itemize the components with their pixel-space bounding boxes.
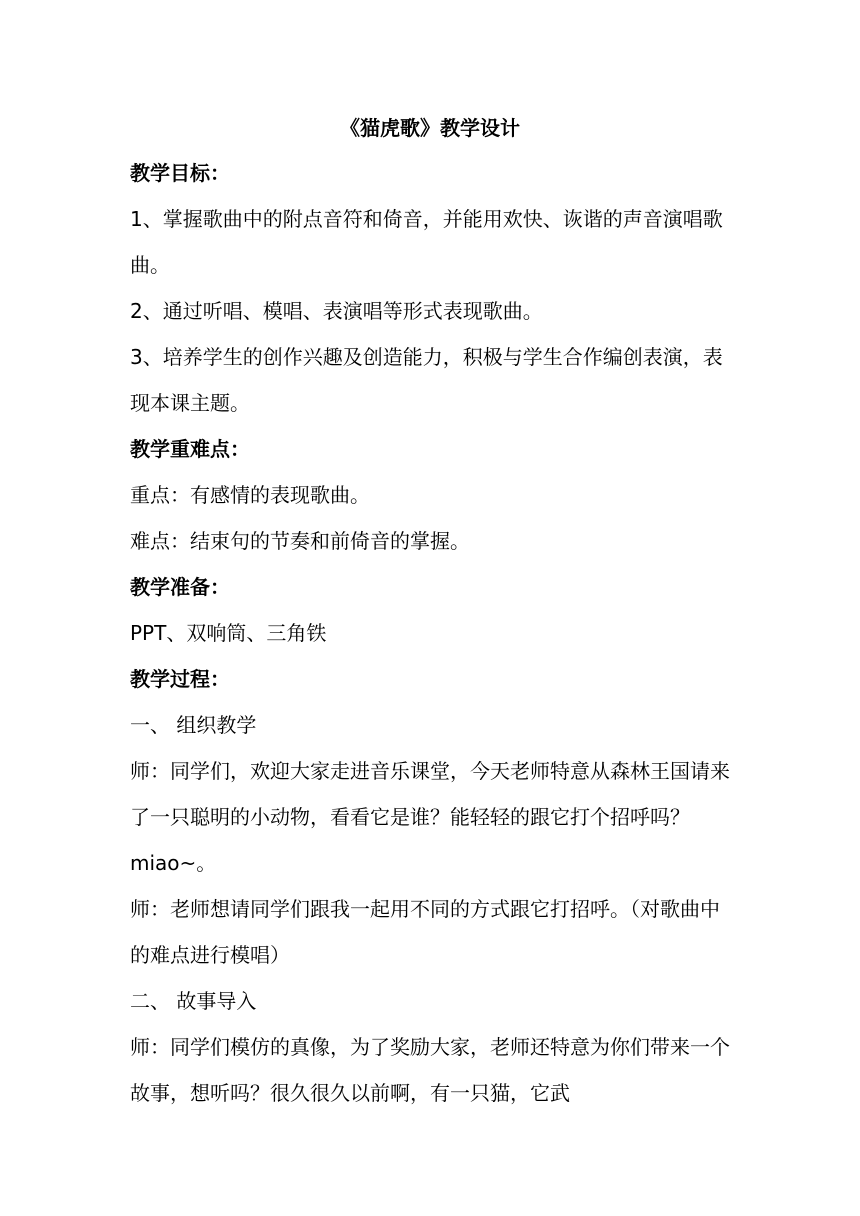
preparation-items: PPT、双响筒、三角铁: [130, 621, 327, 645]
preparation-heading: 教学准备：: [130, 575, 230, 599]
document-body: [130, 150, 730, 1116]
objective-item-1: 1、掌握歌曲中的附点音符和倚音，并能用欢快、诙谐的声音演唱歌曲。: [130, 207, 723, 277]
section-2-title: 二、 故事导入: [130, 989, 257, 1013]
section-1-paragraph-1: 师：同学们，欢迎大家走进音乐课堂，今天老师特意从森林王国请来了一只聪明的小动物，看看它是谁？能轻轻的跟它打个招呼吗？miao~。: [130, 759, 730, 875]
section-1-paragraph-2: 师：老师想请同学们跟我一起用不同的方式跟它打招呼。（对歌曲中的难点进行模唱）: [130, 897, 720, 967]
key-point-difficulty: 难点：结束句的节奏和前倚音的掌握。: [130, 529, 470, 553]
process-heading: 教学过程：: [130, 667, 230, 691]
objectives-heading: 教学目标：: [130, 161, 230, 185]
key-points-heading: 教学重难点：: [130, 437, 250, 461]
objective-item-3: 3、培养学生的创作兴趣及创造能力，积极与学生合作编创表演，表现本课主题。: [130, 345, 723, 415]
section-2-paragraph-1: 师：同学们模仿的真像，为了奖励大家，老师还特意为你们带来一个故事，想听吗？很久很久以前啊，有一只猫，它武: [130, 1035, 730, 1105]
section-1-title: 一、 组织教学: [130, 713, 257, 737]
document-title: 《猫虎歌》教学设计: [340, 116, 520, 140]
key-point-focus: 重点：有感情的表现歌曲。: [130, 483, 370, 507]
objective-item-2: 2、通过听唱、模唱、表演唱等形式表现歌曲。: [130, 299, 543, 323]
